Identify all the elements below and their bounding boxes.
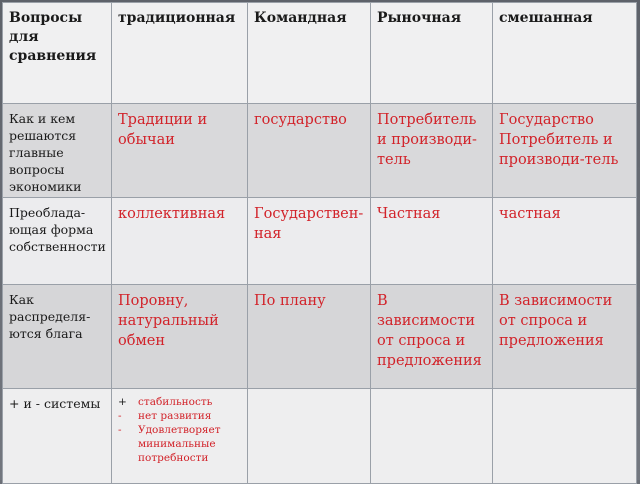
cell-value: Традиции и обычаи xyxy=(118,112,208,148)
table-cell-empty xyxy=(371,389,493,484)
list-item xyxy=(118,423,242,465)
cell-value: В зависимости от спроса и предложения xyxy=(499,293,613,349)
row-label-cell xyxy=(3,104,112,198)
pros-cons-list xyxy=(118,395,242,465)
plus-marker: + xyxy=(118,396,127,408)
list-item-text: стабильность xyxy=(138,396,213,408)
row-label-cell xyxy=(3,198,112,285)
table-cell xyxy=(371,104,493,198)
row-label: Преоблада-ющая форма собственности xyxy=(9,205,106,254)
list-item xyxy=(118,409,242,423)
table-cell-empty xyxy=(493,389,637,484)
table-row xyxy=(3,198,637,285)
cell-value: По плану xyxy=(254,293,326,309)
minus-marker: - xyxy=(118,424,122,436)
header-label: смешанная xyxy=(499,10,593,26)
table-cell xyxy=(493,198,637,285)
header-cell-command xyxy=(248,3,371,104)
table-cell xyxy=(371,198,493,285)
row-label-cell xyxy=(3,389,112,484)
header-row xyxy=(3,3,637,104)
list-item xyxy=(118,395,242,409)
table-cell xyxy=(112,104,248,198)
cell-value: Государствен-ная xyxy=(254,206,364,242)
cell-value: Поровну, натуральный обмен xyxy=(118,293,219,349)
table-cell xyxy=(112,198,248,285)
comparison-table xyxy=(2,2,637,484)
list-item-text: нет развития xyxy=(138,410,212,422)
minus-marker: - xyxy=(118,410,122,422)
header-label: традиционная xyxy=(118,10,236,26)
header-cell-mixed xyxy=(493,3,637,104)
cell-value: Государство Потребитель и производи-тель xyxy=(499,112,619,168)
header-label: Рыночная xyxy=(377,10,462,26)
header-cell-traditional xyxy=(112,3,248,104)
table-cell xyxy=(248,104,371,198)
table-cell xyxy=(493,285,637,389)
list-item-text: Удовлетворяет минимальные потребности xyxy=(138,424,221,464)
table-cell xyxy=(112,285,248,389)
row-label: + и - системы xyxy=(9,396,101,411)
header-label: Вопросы для сравнения xyxy=(9,10,97,64)
table-cell xyxy=(112,389,248,484)
header-label: Командная xyxy=(254,10,347,26)
table-row xyxy=(3,285,637,389)
header-cell-criteria xyxy=(3,3,112,104)
cell-value: Частная xyxy=(377,206,441,222)
row-label: Как распределя-ются блага xyxy=(9,292,91,341)
cell-value: государство xyxy=(254,112,347,128)
cell-value: Потребитель и производи-тель xyxy=(377,112,477,168)
cell-value: В зависимости от спроса и предложения xyxy=(377,293,482,369)
row-label: Как и кем решаются главные вопросы экономики xyxy=(9,111,82,194)
cell-value: коллективная xyxy=(118,206,226,222)
table-cell xyxy=(248,198,371,285)
row-label-cell xyxy=(3,285,112,389)
table-cell-empty xyxy=(248,389,371,484)
table-row xyxy=(3,104,637,198)
header-cell-market xyxy=(371,3,493,104)
cell-value: частная xyxy=(499,206,561,222)
table-cell xyxy=(371,285,493,389)
table-row xyxy=(3,389,637,484)
table-cell xyxy=(248,285,371,389)
table-cell xyxy=(493,104,637,198)
